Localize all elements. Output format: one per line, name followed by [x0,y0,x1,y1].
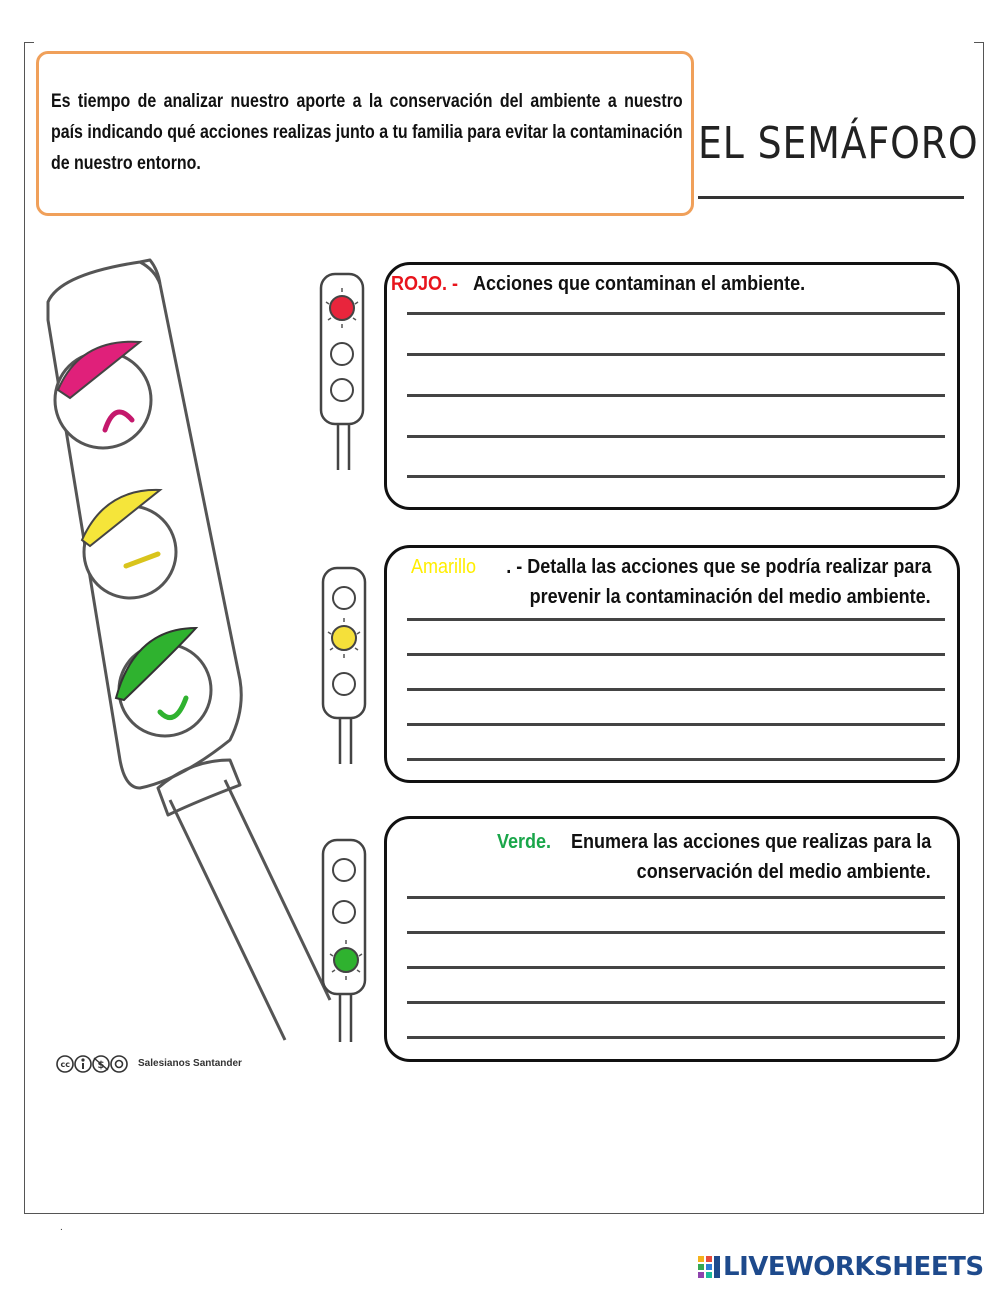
big-red-lamp [55,342,151,448]
answer-line[interactable] [407,394,945,397]
svg-text:cc: cc [60,1060,70,1069]
answer-line[interactable] [407,931,945,934]
answer-line[interactable] [407,896,945,899]
big-green-lamp [116,628,211,736]
answer-line[interactable] [407,475,945,478]
credit-text: Salesianos Santander [138,1058,242,1069]
green-prompt-line2: conservación del medio ambiente. [636,861,931,883]
red-label: ROJO. - [391,273,459,295]
small-yellow-traffic-light [318,560,372,766]
small-red-traffic-light [316,266,370,472]
yellow-prompt-line1: . - Detalla las acciones que se podría realizar para [505,556,931,578]
answer-line[interactable] [407,653,945,656]
svg-text:$: $ [97,1060,105,1071]
creative-commons-icon [55,1053,135,1075]
answer-line[interactable] [407,618,945,621]
instruction-text: Es tiempo de analizar nuestro aporte a la conservación del ambiente a nuestro país indicando qué acciones realizas junto a tu familia para evitar la contaminación de nuestro entorno. [51,91,683,174]
answer-line[interactable] [407,1036,945,1039]
liveworksheets-logo[interactable] [698,1252,984,1282]
corner-mark [974,42,984,43]
answer-line[interactable] [407,353,945,356]
green-actions-panel [384,816,960,1062]
answer-line[interactable] [407,723,945,726]
yellow-actions-panel [384,545,960,783]
corner-mark [24,42,34,43]
title-underline [698,196,964,199]
green-label: Verde. [496,831,551,853]
answer-line[interactable] [407,435,945,438]
traffic-light-illustration [40,240,340,1050]
red-prompt: Acciones que contaminan el ambiente. [473,273,806,295]
answer-line[interactable] [407,758,945,761]
big-yellow-lamp [82,490,176,598]
worksheet-title: EL SEMÁFORO [698,118,979,169]
small-green-traffic-light [318,836,372,1046]
yellow-label: Amarillo [411,556,477,578]
yellow-prompt-line2: prevenir la contaminación del medio ambiente. [529,586,931,608]
liveworksheets-icon [698,1256,720,1278]
answer-line[interactable] [407,1001,945,1004]
instruction-box [36,51,694,216]
answer-line[interactable] [407,312,945,315]
brand-name: LIVEWORKSHEETS [723,1252,984,1282]
footer-dot: . [60,1222,63,1233]
answer-line[interactable] [407,966,945,969]
red-actions-panel [384,262,960,510]
green-prompt-line1: Enumera las acciones que realizas para la [570,831,931,853]
answer-line[interactable] [407,688,945,691]
